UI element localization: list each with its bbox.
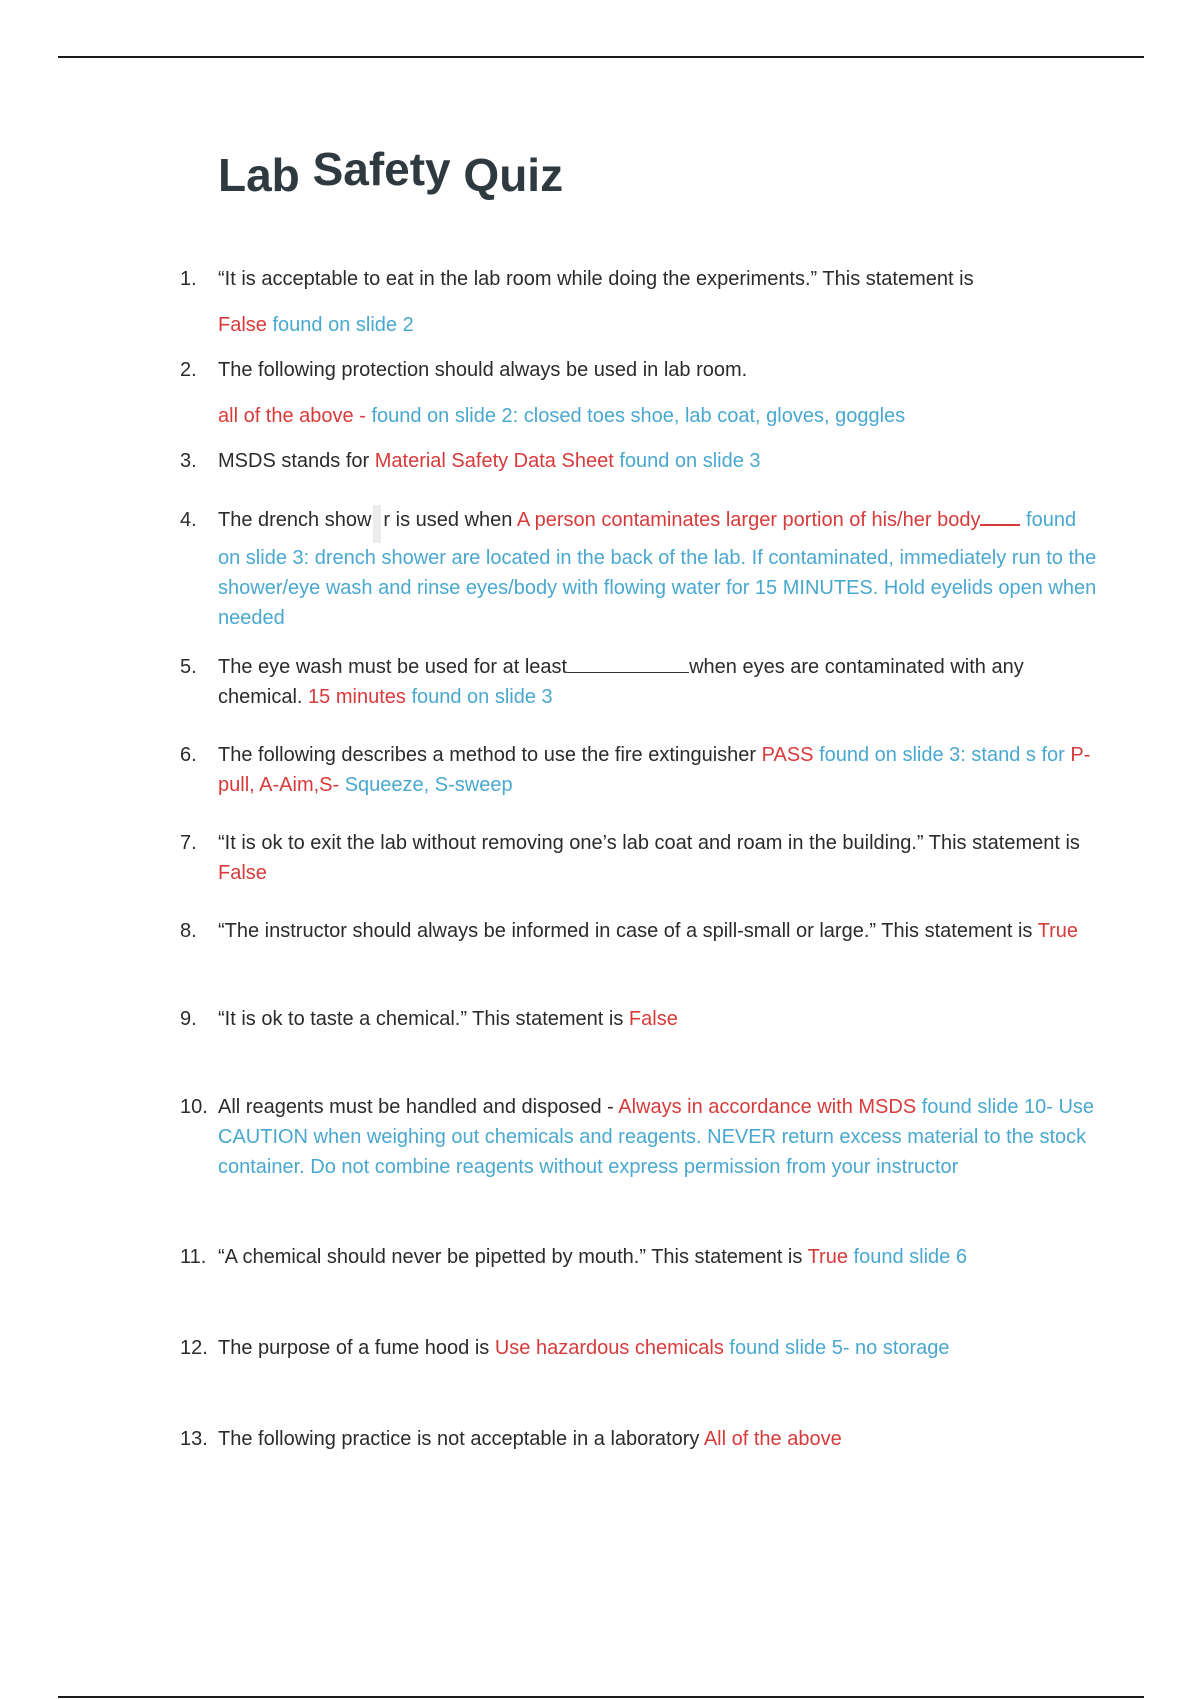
answer-blank <box>980 506 1020 526</box>
question-number: 5. <box>180 656 197 678</box>
question-text <box>218 916 1100 946</box>
question-10 <box>180 1092 1100 1182</box>
question-number: 1. <box>180 268 197 290</box>
page-title <box>218 143 564 202</box>
question-text-part: r is used when <box>383 509 513 531</box>
question-text <box>218 1092 1100 1182</box>
question-5 <box>180 652 1100 712</box>
question-text <box>218 1333 1100 1363</box>
question-number: 11. <box>180 1246 207 1268</box>
answer-text: False <box>218 314 267 336</box>
question-text <box>218 828 1100 888</box>
bottom-rule <box>58 1696 1144 1698</box>
title-word-quiz: Quiz <box>463 149 564 201</box>
question-text-part: The following practice is not acceptable in a laboratory <box>218 1428 700 1450</box>
question-number: 9. <box>180 1008 197 1030</box>
answer-text: Material Safety Data Sheet <box>374 450 614 472</box>
question-text: The following protection should always be used in lab room. <box>218 359 748 381</box>
question-text <box>218 1242 1100 1272</box>
pass-s1-letter: S- <box>319 774 340 796</box>
question-number: 2. <box>180 359 197 381</box>
answer-text: False <box>218 862 267 884</box>
question-text-part: MSDS stands for <box>218 450 370 472</box>
question-number: 3. <box>180 450 197 472</box>
question-number: 13. <box>180 1428 208 1450</box>
answer-text: 15 minutes <box>308 686 406 708</box>
question-13 <box>180 1424 1100 1454</box>
question-text-part: “The instructor should always be informed in case of a spill-small or large.” This statement is <box>218 920 1033 942</box>
question-number: 4. <box>180 509 197 531</box>
slide-reference: found slide 10- Use CAUTION when weighing out chemicals and reagents. NEVER return excess material to the stock container. Do not combine reagents without express permission from your instructor <box>218 1096 1095 1178</box>
slide-reference: drench shower are located in the back of the lab. If contaminated, immediately run to the shower/eye wash and rinse eyes/body with flowing water for 15 <box>218 547 1097 599</box>
pass-a: A-Aim, <box>259 774 320 796</box>
answer-text: Always in accordance with MSDS <box>618 1096 917 1118</box>
slide-reference: found slide 6 <box>853 1246 967 1268</box>
question-text-part: “It is ok to taste a chemical.” This statement is <box>218 1008 624 1030</box>
question-text <box>218 1004 1100 1034</box>
answer-text: True <box>807 1246 848 1268</box>
question-4 <box>180 505 1100 633</box>
question-number: 6. <box>180 744 197 766</box>
question-number: 10. <box>180 1096 208 1118</box>
question-text-part: The following describes a method to use the fire extinguisher <box>218 744 757 766</box>
slide-reference: found slide 5- no storage <box>729 1337 950 1359</box>
slide-reference: Hold eyelids open when needed <box>218 577 1097 629</box>
title-word-lab: Lab <box>218 149 300 201</box>
answer-blank <box>567 654 689 673</box>
answer-text: True <box>1037 920 1078 942</box>
question-text <box>218 652 1100 712</box>
question-text-part: “It is ok to exit the lab without removing one’s lab coat and roam in the building.” This statement is <box>218 832 1080 854</box>
slide-reference: found on slide 3: <box>218 509 1077 569</box>
question-text <box>218 1424 1100 1454</box>
answer-text: False <box>628 1008 678 1030</box>
pass-s1-rest: Squeeze, <box>344 774 430 796</box>
question-9 <box>180 1004 1100 1034</box>
question-text-part: The purpose of a fume hood is <box>218 1337 490 1359</box>
question-12 <box>180 1333 1100 1363</box>
question-7 <box>180 828 1100 888</box>
question-11 <box>180 1242 1100 1272</box>
answer-text: all of the above - <box>218 405 366 427</box>
answer-text: A person contaminates larger portion of his/her body <box>516 509 981 531</box>
pass-s2: S-sweep <box>434 774 513 796</box>
question-text <box>218 446 1100 476</box>
answer-text: PASS <box>761 744 814 766</box>
question-number: 7. <box>180 832 197 854</box>
question-1 <box>180 264 1100 340</box>
slide-reference: MINUTES. <box>782 577 879 599</box>
scan-artifact <box>373 505 381 543</box>
question-3 <box>180 446 1100 476</box>
question-text <box>218 740 1100 800</box>
question-2 <box>180 355 1100 431</box>
slide-reference: found on slide 3 <box>619 450 761 472</box>
answer-line <box>218 310 1100 340</box>
pass-p: P-pull, <box>218 744 1091 796</box>
question-text: “It is acceptable to eat in the lab room while doing the experiments.” This statement is <box>218 268 974 290</box>
question-text <box>218 505 1100 633</box>
question-8 <box>180 916 1100 946</box>
question-text-part: The drench show <box>218 509 372 531</box>
title-word-safety: Safety <box>312 143 451 195</box>
question-number: 8. <box>180 920 197 942</box>
slide-reference: found on slide 2: closed toes shoe, lab coat, gloves, goggles <box>371 405 906 427</box>
slide-reference: found on slide 2 <box>272 314 414 336</box>
question-text-part: The eye wash must be used for at least <box>218 656 568 678</box>
answer-text: All of the above <box>703 1428 842 1450</box>
answer-line <box>218 401 1100 431</box>
top-rule <box>58 56 1144 58</box>
question-6 <box>180 740 1100 800</box>
question-text-part: “A chemical should never be pipetted by mouth.” This statement is <box>218 1246 803 1268</box>
answer-text: Use hazardous chemicals <box>494 1337 724 1359</box>
question-text-part: when eyes are contaminated with any chemical. <box>218 656 1024 708</box>
slide-reference: found on slide 3 <box>411 686 553 708</box>
question-number: 12. <box>180 1337 208 1359</box>
question-text-part: All reagents must be handled and disposed - <box>218 1096 614 1118</box>
slide-reference: found on slide 3: stand s for <box>819 744 1065 766</box>
